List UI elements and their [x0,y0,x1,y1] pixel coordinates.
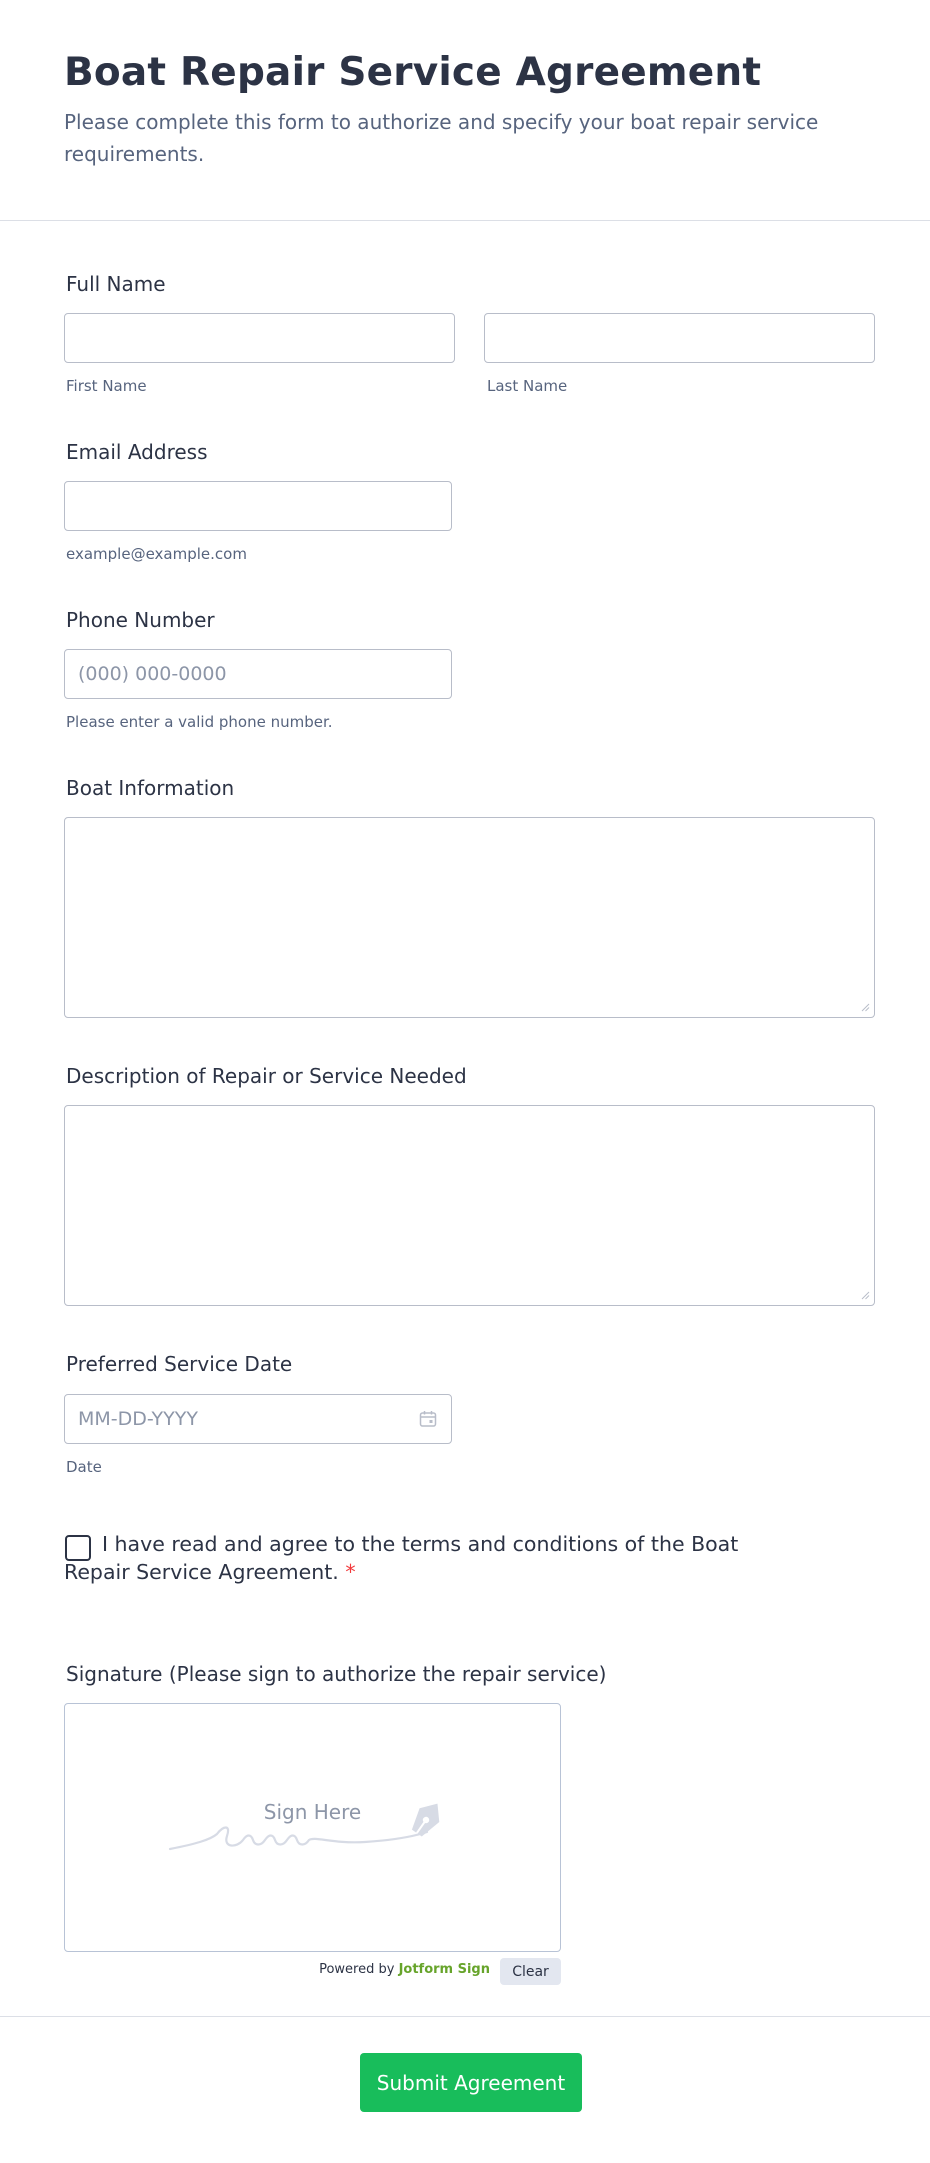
last-name-input[interactable] [484,313,875,363]
sign-here-placeholder: Sign Here [263,1800,362,1824]
clear-signature-button[interactable]: Clear [500,1958,561,1985]
calendar-icon[interactable] [418,1409,438,1429]
full-name-label: Full Name [66,272,166,296]
email-label: Email Address [66,440,208,464]
email-input[interactable] [64,481,452,531]
service-date-input[interactable] [64,1394,452,1444]
powered-prefix: Powered by [319,1962,395,1977]
jotform-sign-brand[interactable]: Jotform Sign [398,1962,490,1977]
phone-input[interactable] [64,649,452,699]
powered-by [300,1962,490,1977]
description-textarea[interactable] [64,1105,875,1306]
service-date-sublabel: Date [66,1458,102,1476]
first-name-input[interactable] [64,313,455,363]
form-title: Boat Repair Service Agreement [64,50,762,95]
resize-grip-icon[interactable] [860,1002,870,1012]
service-date-label: Preferred Service Date [66,1352,293,1376]
form-subtitle: Please complete this form to authorize and specify your boat repair service requirements. [64,110,819,166]
description-label: Description of Repair or Service Needed [66,1064,467,1088]
phone-label: Phone Number [66,608,215,632]
submit-agreement-button[interactable]: Submit Agreement [360,2053,582,2112]
footer-divider [0,2016,930,2017]
email-sublabel: example@example.com [66,545,247,563]
first-name-sublabel: First Name [66,377,147,395]
terms-text: I have read and agree to the terms and conditions of the Boat Repair Service Agreement. [64,1532,739,1584]
resize-grip-icon[interactable] [860,1290,870,1300]
required-asterisk: * [345,1560,356,1584]
boat-info-textarea[interactable] [64,817,875,1018]
signature-label: Signature (Please sign to authorize the repair service) [66,1662,607,1686]
last-name-sublabel: Last Name [487,377,568,395]
header-divider [0,220,930,221]
phone-sublabel: Please enter a valid phone number. [66,713,333,731]
terms-label [64,1530,784,1586]
boat-info-label: Boat Information [66,776,235,800]
